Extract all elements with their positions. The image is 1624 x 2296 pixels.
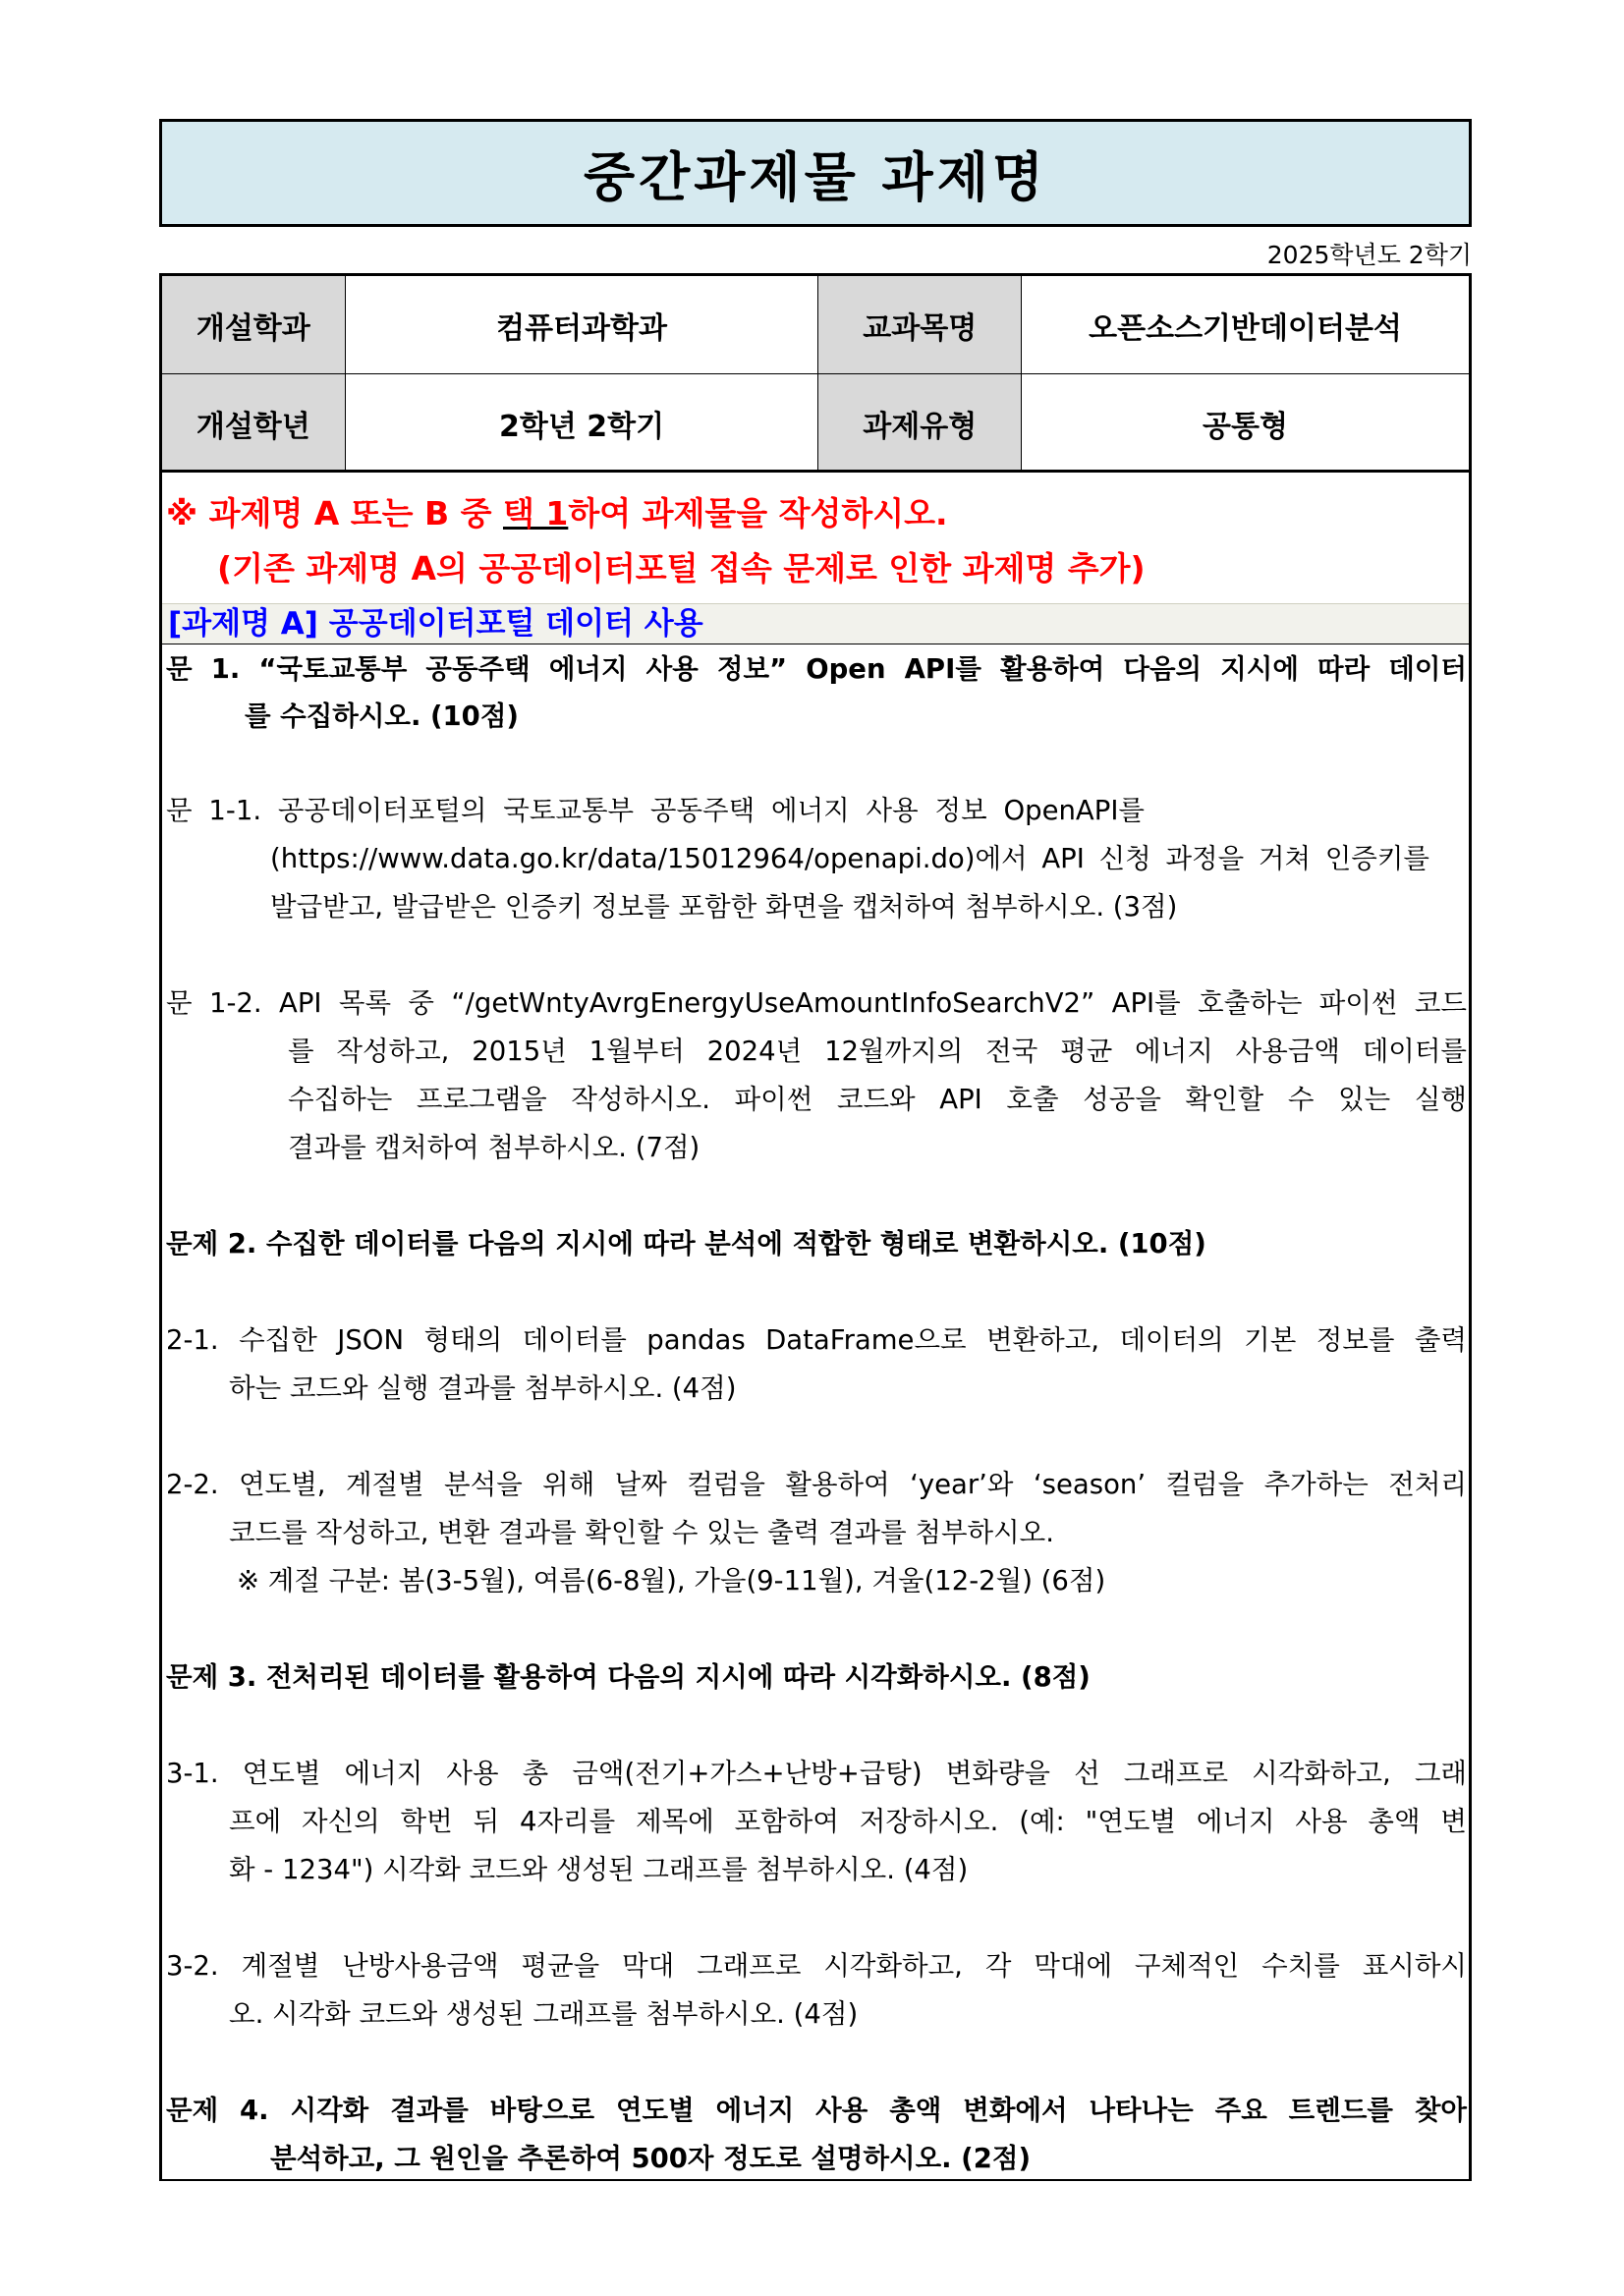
question-line: 3-1. 연도별 에너지 사용 총 금액(전기+가스+난방+급탕) 변화량을 선 그래프로 시각화하고, 그래 — [166, 1758, 1467, 1789]
question-line: 2-1. 수집한 JSON 형태의 데이터를 pandas DataFrame으로 변환하고, 데이터의 기본 정보를 출력 — [166, 1324, 1467, 1356]
question-line: 발급받고, 발급받은 인증키 정보를 포함한 화면을 캡처하여 첨부하시오. (3점) — [270, 891, 1178, 923]
question-line: 오. 시각화 코드와 생성된 그래프를 첨부하시오. (4점) — [229, 1998, 859, 2030]
question-line: 하는 코드와 실행 결과를 첨부하시오. (4점) — [229, 1372, 737, 1404]
question-line: 문제 3. 전처리된 데이터를 활용하여 다음의 지시에 따라 시각화하시오. (8점) — [166, 1661, 1091, 1693]
semester-label: 2025학년도 2학기 — [1266, 241, 1472, 269]
notice-text: ※ 과제명 A 또는 B 중 — [166, 494, 503, 532]
question-line: 문 1. “국토교통부 공동주택 에너지 사용 정보” Open API를 활용하여 다음의 지시에 따라 데이터 — [166, 653, 1467, 685]
assignment-body — [159, 470, 1472, 2181]
question-line: 3-2. 계절별 난방사용금액 평균을 막대 그래프로 시각화하고, 각 막대에 구체적인 수치를 표시하시 — [166, 1950, 1467, 1982]
year-label: 개설학년 — [161, 374, 346, 473]
question-line: 를 작성하고, 2015년 1월부터 2024년 12월까지의 전국 평균 에너지 사용금액 데이터를 — [288, 1036, 1467, 1067]
question-line: 분석하고, 그 원인을 추론하여 500자 정도로 설명하시오. (2점) — [270, 2143, 1032, 2174]
question-line: 를 수집하시오. (10점) — [245, 700, 519, 732]
type-value: 공통형 — [1022, 374, 1471, 473]
question-line: 화 - 1234") 시각화 코드와 생성된 그래프를 첨부하시오. (4점) — [229, 1854, 969, 1885]
notice-line-1 — [166, 486, 1146, 541]
dept-value: 컴퓨터과학과 — [345, 275, 818, 374]
question-line: 수집하는 프로그램을 작성하시오. 파이썬 코드와 API 호출 성공을 확인할 수 있는 실행 — [288, 1084, 1467, 1115]
question-line: 문 1-2. API 목록 중 “/getWntyAvrgEnergyUseAmountInfoSearchV2” API를 호출하는 파이썬 코드 — [166, 987, 1467, 1019]
info-row — [161, 275, 1471, 374]
notice-line-2: (기존 과제명 A의 공공데이터포털 접속 문제로 인한 과제명 추가) — [217, 549, 1146, 588]
year-value: 2학년 2학기 — [345, 374, 818, 473]
question-line: 결과를 캡처하여 첨부하시오. (7점) — [288, 1132, 700, 1163]
dept-label: 개설학과 — [161, 275, 346, 374]
notice — [166, 486, 1146, 596]
question-line: ※ 계절 구분: 봄(3-5월), 여름(6-8월), 가을(9-11월), 겨울(12-2월) (6점) — [237, 1565, 1106, 1596]
page-title: 중간과제물 과제명 — [583, 145, 1048, 208]
question-line: 문제 4. 시각화 결과를 바탕으로 연도별 에너지 사용 총액 변화에서 나타나는 주요 트렌드를 찾아 — [166, 2095, 1467, 2126]
question-line: 2-2. 연도별, 계절별 분석을 위해 날짜 컬럼을 활용하여 ‘year’와 ‘season’ 컬럼을 추가하는 전처리 — [166, 1469, 1467, 1500]
question-line: (https://www.data.go.kr/data/15012964/openapi.do)에서 API 신청 과정을 거쳐 인증키를 — [270, 843, 1429, 874]
course-info-table — [159, 273, 1472, 473]
question-line: 문제 2. 수집한 데이터를 다음의 지시에 따라 분석에 적합한 형태로 변환하시오. (10점) — [166, 1228, 1206, 1260]
title-box — [159, 119, 1472, 227]
notice-text: 하여 과제물을 작성하시오. — [568, 494, 948, 532]
info-row — [161, 374, 1471, 473]
notice-choice: 택 1 — [502, 494, 569, 532]
type-label: 과제유형 — [818, 374, 1022, 473]
question-line: 코드를 작성하고, 변환 결과를 확인할 수 있는 출력 결과를 첨부하시오. — [229, 1517, 1054, 1548]
section-banner: [과제명 A] 공공데이터포털 데이터 사용 — [162, 603, 1469, 644]
question-line: 프에 자신의 학번 뒤 4자리를 제목에 포함하여 저장하시오. (예: "연도별 에너지 사용 총액 변 — [229, 1806, 1467, 1837]
course-value: 오픈소스기반데이터분석 — [1022, 275, 1471, 374]
question-line: 문 1-1. 공공데이터포털의 국토교통부 공동주택 에너지 사용 정보 OpenAPI를 — [166, 795, 1145, 826]
course-label: 교과목명 — [818, 275, 1022, 374]
